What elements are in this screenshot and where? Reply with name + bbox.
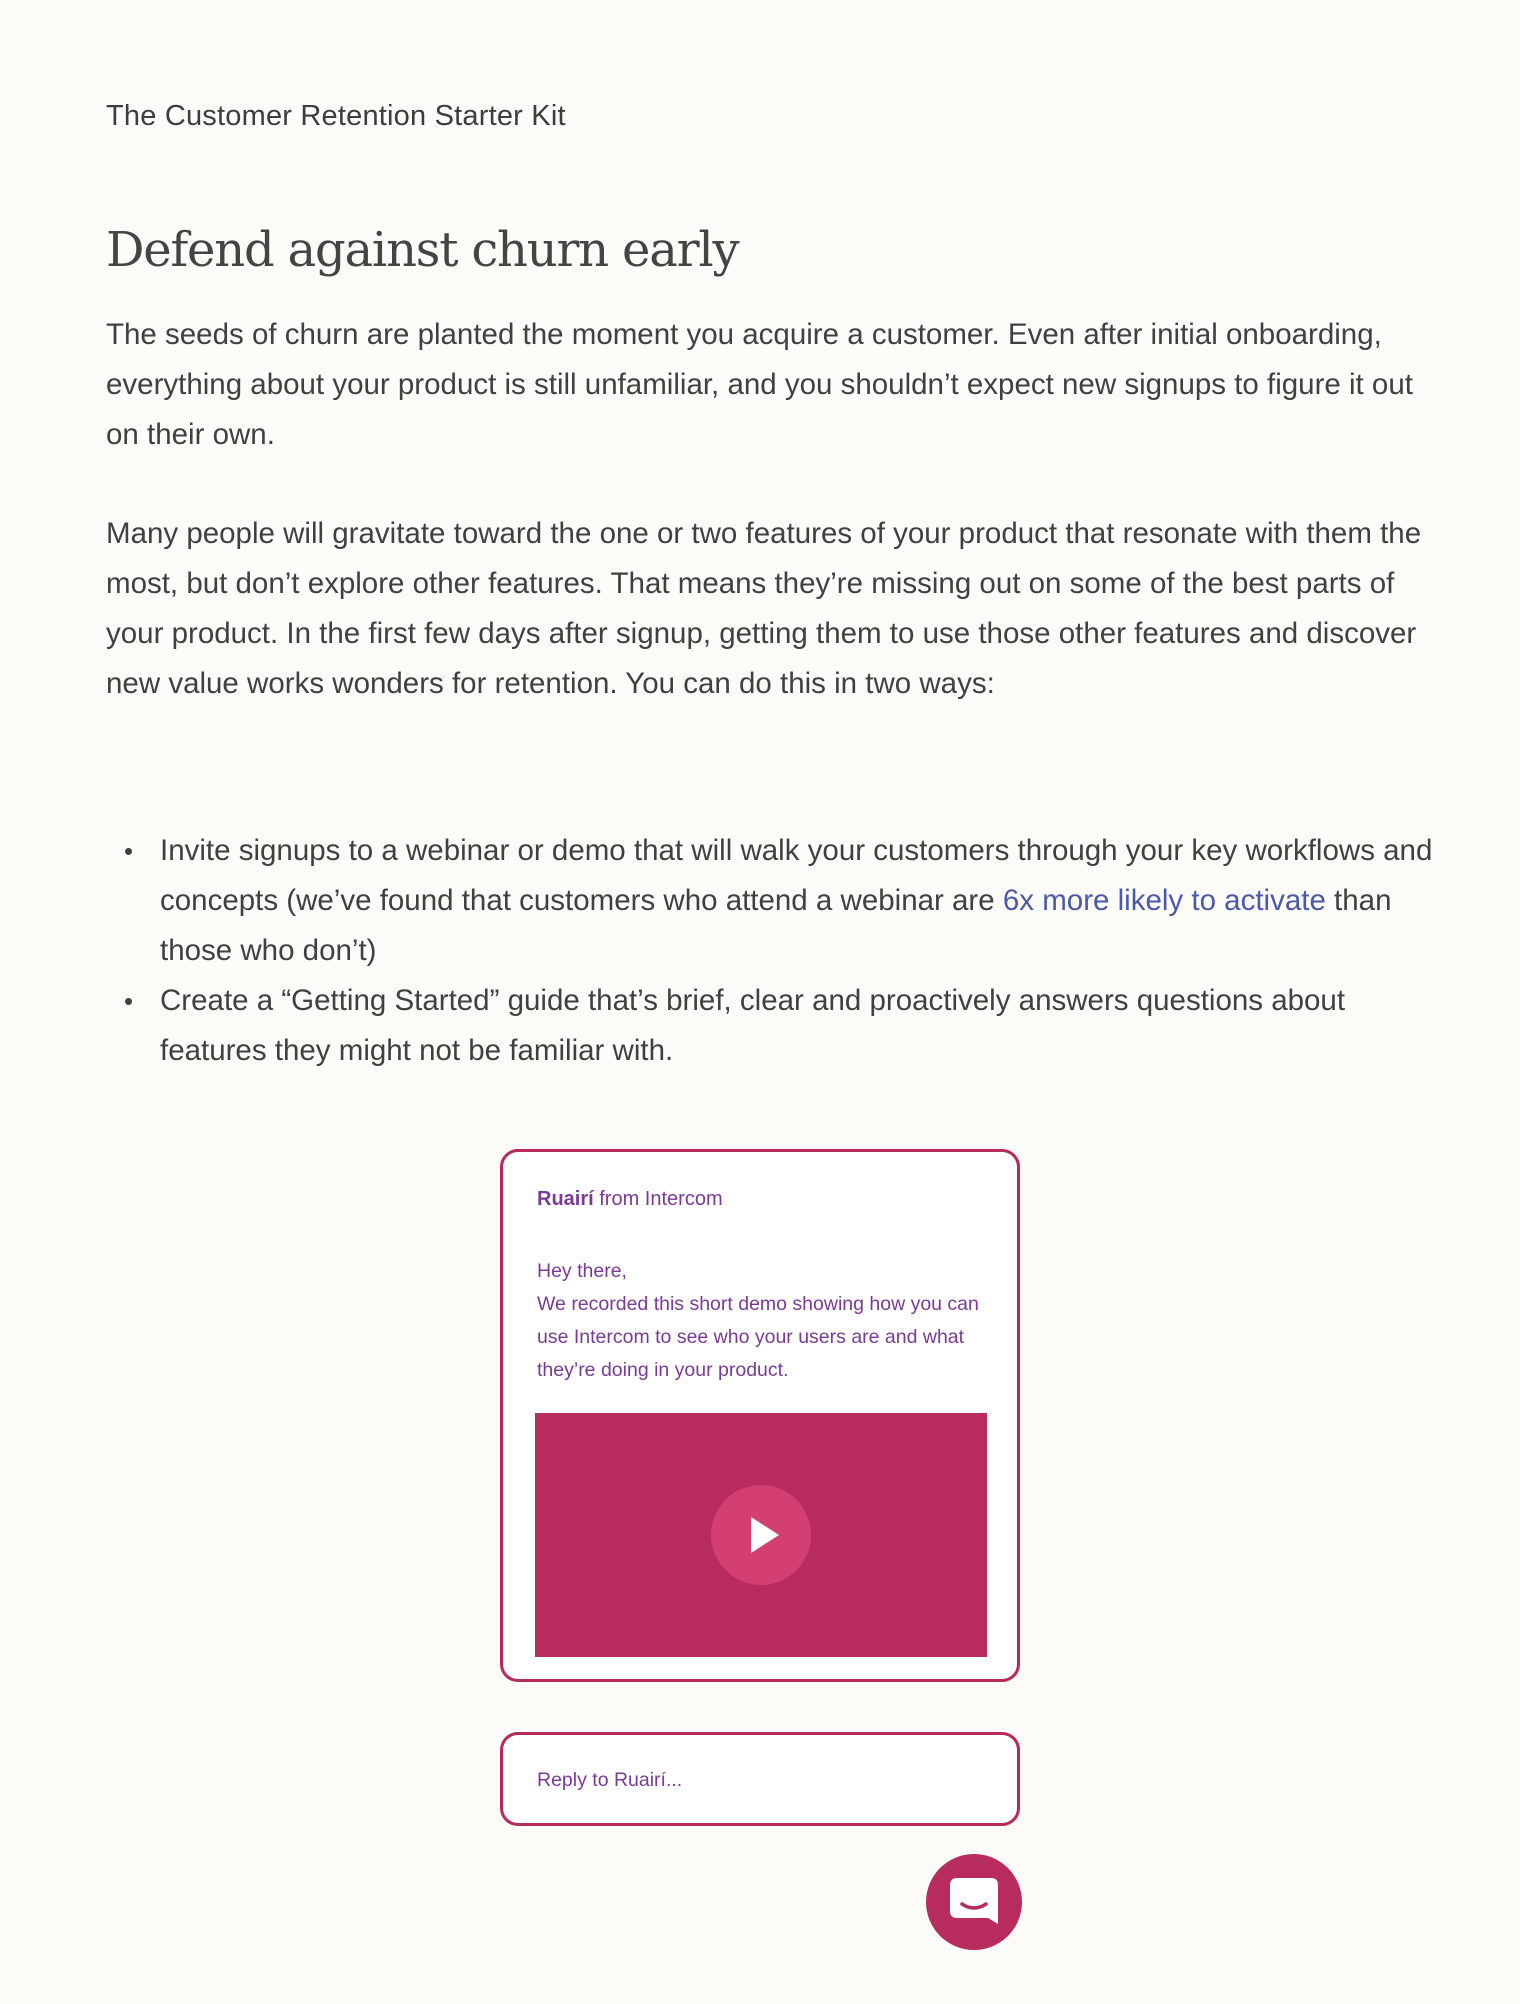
bullet-item-guide: [106, 976, 1446, 1076]
messenger-launcher-button[interactable]: [926, 1854, 1022, 1950]
bullet-item-webinar: [106, 826, 1446, 976]
sender-org: from Intercom: [593, 1188, 723, 1210]
message-sender: [537, 1188, 723, 1211]
message-body: [537, 1255, 997, 1387]
running-title: The Customer Retention Starter Kit: [106, 100, 566, 132]
play-button[interactable]: [711, 1485, 811, 1585]
bullet-list: [106, 826, 1446, 1076]
paragraph-features: Many people will gravitate toward the one or two features of your product that resonate with them the most, but don’t explore other features. That means they’re missing out on some of the best parts of your product. In the first few days after signup, getting them to use those other features and discover new value works wonders for retention. You can do this in two ways:: [106, 517, 1422, 700]
bullet-text: Create a “Getting Started” guide that’s brief, clear and proactively answers questions about features they might not be familiar with.: [160, 984, 1346, 1067]
message-text: We recorded this short demo showing how you can use Intercom to see who your users are and what they’re doing in your product.: [537, 1293, 979, 1381]
activation-stat-link[interactable]: 6x more likely to activate: [1002, 884, 1326, 917]
reply-composer[interactable]: [500, 1732, 1020, 1826]
message-greeting: Hey there,: [537, 1260, 627, 1282]
play-icon: [711, 1485, 811, 1585]
bullet-text-before: Invite signups to a webinar or demo that will walk your customers through your key workflows and concepts (we’ve found that customers who attend a webinar are: [160, 834, 1433, 917]
bullet-text-after: than those who don’t): [160, 884, 1392, 967]
chat-bubble-icon: [926, 1854, 1022, 1950]
bullet-dot: •: [124, 986, 134, 1016]
reply-input[interactable]: [535, 1763, 979, 1797]
section-title: Defend against churn early: [106, 222, 739, 278]
sender-name: Ruairí: [537, 1188, 594, 1210]
demo-video-player[interactable]: [535, 1413, 987, 1657]
bullet-dot: •: [124, 836, 134, 866]
messenger-message-card: [500, 1149, 1020, 1682]
paragraph-intro: The seeds of churn are planted the moment you acquire a customer. Even after initial onboarding, everything about your product is still unfamiliar, and you shouldn’t expect new signups to figure it out on their own.: [106, 318, 1413, 451]
